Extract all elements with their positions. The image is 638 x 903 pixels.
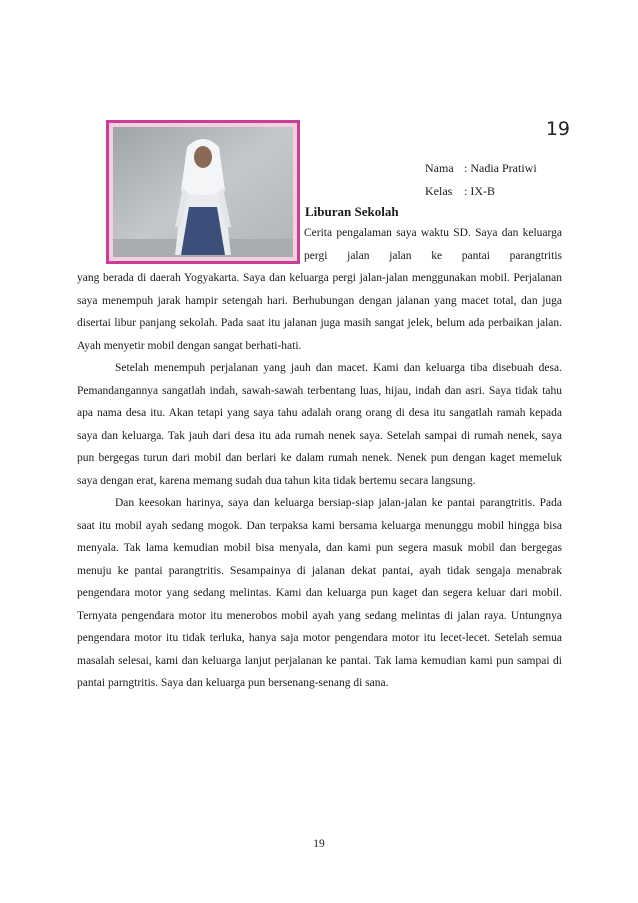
name-label: Nama xyxy=(425,161,454,175)
student-photo xyxy=(106,120,300,264)
page-number-top: 19 xyxy=(545,118,570,140)
info-name-row xyxy=(425,161,537,176)
story-lead: Cerita pengalaman saya waktu SD. Saya dan keluarga pergi jalan jalan ke pantai parangtritis xyxy=(304,227,562,262)
story-body xyxy=(77,267,562,695)
paragraph-1: yang berada di daerah Yogyakarta. Saya dan keluarga pergi jalan-jalan menggunakan mobil. Perjalanan saya menempuh jarak hampir setengah hari. Berhubungan dengan jalanan yang macet total, dan juga disertai libur panjang sekolah. Pada saat itu jalanan juga masih sangat jelek, belum ada perbaikan jalan. Ayah menyetir mobil dengan sangat berhati-hati. xyxy=(77,272,562,352)
class-value: : IX-B xyxy=(464,184,495,198)
footer-page-number: 19 xyxy=(313,838,325,850)
class-label: Kelas xyxy=(425,184,453,198)
paragraph-3: Dan keesokan harinya, saya dan keluarga bersiap-siap jalan-jalan ke pantai parangtritis. Pada saat itu mobil ayah sedang mogok. Dan terpaksa kami bersama keluarga menunggu mobil hingga bisa menyala. Tak lama kemudian mobil bisa menyala, dan kami pun segera masuk mobil dan bergegas menuju ke pantai parangtritis. Sesampainya di jalanan dekat pantai, ayah tidak sengaja menabrak pengendara motor yang sedang melintas. Kami dan keluarga pun kaget dan segera keluar dari mobil. Ternyata pengendara motor itu menerobos mobil ayah yang sedang melintas di jalan raya. Untungnya pengendara motor itu tidak terluka, hanya saja motor pengendara motor itu lecet-lecet. Setelah semua masalah selesai, kami dan keluarga lanjut perjalanan ke pantai. Tak lama kemudian kami pun sampai di pantai parngtritis. Saya dan keluarga pun bersenang-senang di sana. xyxy=(77,497,562,689)
story-title: Liburan Sekolah xyxy=(305,204,399,219)
name-value: : Nadia Pratiwi xyxy=(464,161,537,175)
student-photo-image xyxy=(113,127,293,257)
paragraph-2: Setelah menempuh perjalanan yang jauh dan macet. Kami dan keluarga tiba disebuah desa. Pemandangannya sangatlah indah, sawah-sawah terbentang luas, hijau, indah dan asri. Saya tidak tahu apa nama desa itu. Akan tetapi yang saya tahu adalah orang orang di desa itu sangatlah ramah kepada saya dan keluarga. Tak jauh dari desa itu ada rumah nenek saya. Setelah sampai di rumah nenek, saya pun bergegas turun dari mobil dan berlari ke dalam rumah nenek. Nenek pun dengan kaget memeluk saya dengan erat, karena memang sudah dua tahun kita tidak bertemu secara langsung. xyxy=(77,362,562,487)
info-class-row xyxy=(425,184,495,199)
